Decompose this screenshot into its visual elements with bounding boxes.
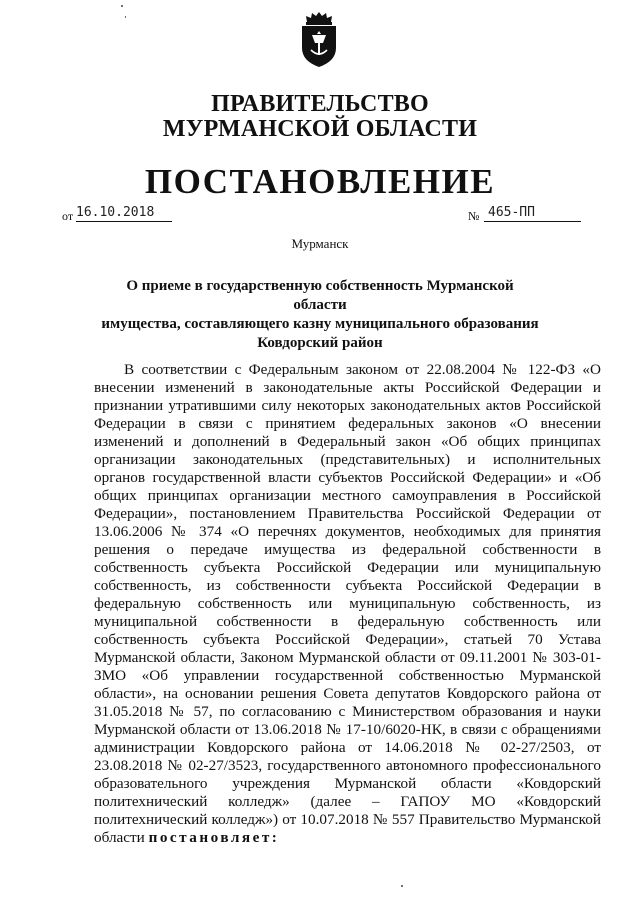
number-prefix: № [468,209,480,223]
government-name-line2: МУРМАНСКОЙ ОБЛАСТИ [162,116,478,142]
document-type-heading: ПОСТАНОВЛЕНИЕ [144,162,496,201]
document-subject [100,277,540,353]
scan-speck [125,16,126,18]
city-name: Мурманск [291,236,349,251]
decree-word: постановляет: [148,829,280,846]
scan-speck [401,885,403,887]
preamble-text: В соответствии с Федеральным законом от 22.08.2004 № 122-ФЗ «О внесении изменений в законодательные акты Российской Федерации и признании утратившими силу некоторых законодательных актов Российской Федерации в связи с принятием федеральных законов «О внесении изменений и дополнений в Федеральный закон «Об общих принципах организации законодательных (представительных) и исполнительных органов государственной власти субъектов Российской Федерации» и «Об общих принципах организации местного самоуправления в Российской Федерации», постановлением Правительства Российской Федерации от 13.06.2006 № 374 «О перечнях документов, необходимых для принятия решения о передаче имущества из федеральной собственности в собственность субъекта Российской Федерации или муниципальную собственность, из собственности субъекта Российской Федерации в федеральную собственность или муниципальную собственность, из муниципальной собственности в федеральную собственность или собственность субъекта Российской Федерации», статьей 70 Устава Мурманской области, Законом Мурманской области от 09.11.2001 № 303-01-ЗМО «Об управлении государственной собственностью Мурманской области», на основании решения Совета депутатов Ковдорского района от 31.05.2018 № 57, по согласованию с Министерством образования и науки Мурманской области от 13.06.2018 № 17-10/6020-НК, в связи с обращениями администрации Ковдорского района от 14.06.2018 № 02-27/2503, от 23.08.2018 № 02-27/3523, государственного автономного профессионального образовательного учреждения Мурманской области «Ковдорский политехнический колледж» (далее – ГАПОУ МО «Ковдорский политехнический колледж») от 10.07.2018 № 557 Правительство Мурманской области [94,361,601,846]
date-prefix: от [62,209,74,223]
scan-speck [121,5,123,7]
coat-of-arms-icon [299,12,339,68]
subject-line2: имущества, составляющего казну муниципального образования [101,316,539,332]
document-date: 16.10.2018 [76,205,172,222]
subject-line3: Ковдорский район [257,335,383,351]
subject-line1: О приеме в государственную собственность Мурманской области [126,278,514,313]
government-name-line1: ПРАВИТЕЛЬСТВО [211,91,429,117]
document-number: 465-ПП [484,205,581,222]
preamble-paragraph [94,361,601,847]
